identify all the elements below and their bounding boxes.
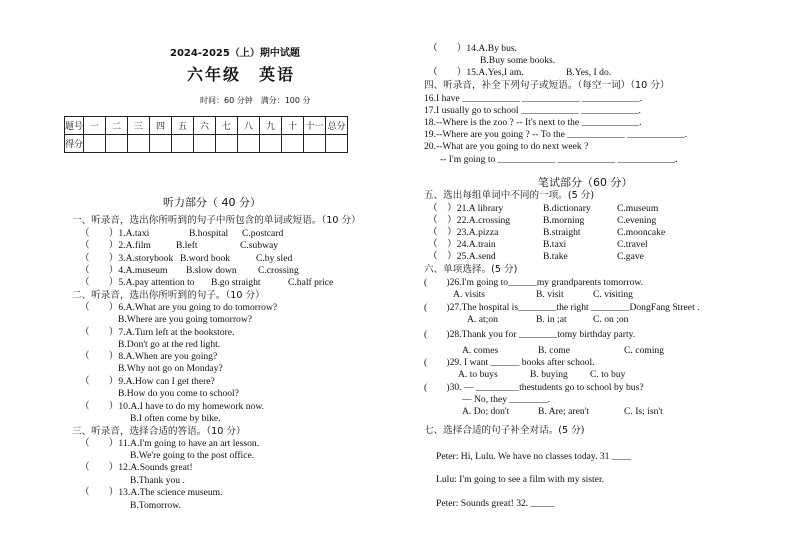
q1-option-c: C.postcard bbox=[242, 228, 284, 239]
q24-option-c: C.travel bbox=[617, 239, 648, 250]
score-blank[interactable] bbox=[260, 135, 282, 153]
q26-stem: ( )26.I'm going to______my grandparents tomorrow. bbox=[424, 277, 644, 288]
grade-subject: 六年级 英语 bbox=[187, 65, 296, 84]
q30-stem-response: — No, they ________. bbox=[462, 394, 551, 405]
score-table-header-row bbox=[65, 117, 348, 135]
section-2-title: 二、听录音，选出你所听到的句子。（10 分） bbox=[72, 290, 265, 301]
score-cell: 三 bbox=[128, 117, 150, 135]
q7-option-a: （ ）7.A.Turn left at the bookstore. bbox=[80, 327, 235, 338]
q11-option-b: B.We're going to the post office. bbox=[130, 450, 255, 461]
q26-option-c: C. visiting bbox=[593, 289, 633, 300]
dialogue-line-3: Peter: Sounds great! 32. _____ bbox=[436, 498, 555, 509]
q29-option-c: C. to buy bbox=[590, 369, 626, 380]
q9-option-b: B.How do you come to school? bbox=[118, 388, 239, 399]
q24-option-a: （ ）24.A.train bbox=[428, 239, 496, 250]
q27-option-a: A. at;on bbox=[467, 314, 498, 325]
score-blank[interactable] bbox=[84, 135, 106, 153]
q2-option-c: C.subway bbox=[240, 240, 279, 251]
score-blank[interactable] bbox=[282, 135, 304, 153]
q10-option-b: B.I often come by bike. bbox=[130, 413, 221, 424]
q1-option-b: B.hospital bbox=[189, 228, 229, 239]
q22-option-b: B.morning bbox=[543, 215, 585, 226]
q23-option-a: （ ）23.A.pizza bbox=[428, 227, 499, 238]
q29-option-b: B. buying bbox=[530, 369, 568, 380]
q21-option-a: （ ）21.A library bbox=[428, 203, 504, 214]
q12-option-a: （ ）12.A.Sounds great! bbox=[80, 462, 193, 473]
score-blank[interactable] bbox=[172, 135, 194, 153]
q2-option-a: （ ）2.A.film bbox=[80, 240, 151, 251]
q13-option-b: B.Tomorrow. bbox=[130, 500, 181, 511]
q28-stem: ( )28.Thank you for ________tomy birthday party. bbox=[424, 329, 636, 340]
q24-option-b: B.taxi bbox=[543, 239, 567, 250]
score-cell: 总分 bbox=[326, 117, 348, 135]
q17-line: 17.I usually go to school ____________ ____________. bbox=[424, 105, 641, 116]
q14-option-b: B.Buy some books. bbox=[480, 55, 556, 66]
q13-option-a: （ ）13.A.The science museum. bbox=[80, 487, 223, 498]
exam-title: 2024-2025（上）期中试题 bbox=[170, 48, 300, 59]
q27-option-b: B. in ;at bbox=[536, 314, 567, 325]
score-cell: 五 bbox=[172, 117, 194, 135]
q4-option-b: B.slow down bbox=[186, 265, 237, 276]
score-cell: 七 bbox=[216, 117, 238, 135]
score-table-score-row bbox=[65, 135, 348, 153]
section-3-title: 三、听录音，选择合适的答语。（10 分） bbox=[72, 426, 246, 437]
q3-option-a: （ ）3.A.storybook bbox=[80, 253, 174, 264]
exam-meta: 时间：60 分钟 满分：100 分 bbox=[200, 96, 311, 105]
score-blank[interactable] bbox=[216, 135, 238, 153]
q27-option-c: C. on ;on bbox=[593, 314, 629, 325]
q16-line: 16.I have ____________ ____________ ____________. bbox=[424, 93, 642, 104]
q14-option-a: （ ）14.A.By bus. bbox=[428, 43, 518, 54]
q30-stem: ( )30. — _________thestudents go to school by bus? bbox=[424, 382, 644, 393]
written-heading: 笔试部分（60 分） bbox=[538, 176, 633, 189]
q5-option-b: B.go straight bbox=[211, 277, 261, 288]
score-cell: 十 bbox=[282, 117, 304, 135]
q8-option-b: B.Why not go on Monday? bbox=[118, 363, 223, 374]
score-cell: 二 bbox=[106, 117, 128, 135]
q30-option-b: B. Are; aren't bbox=[538, 406, 590, 417]
q21-option-c: C.museum bbox=[617, 203, 659, 214]
q20-line: 20.--What are you going to do next week ? bbox=[424, 141, 589, 152]
q4-option-c: C.crossing bbox=[258, 265, 299, 276]
score-cell: 一 bbox=[84, 117, 106, 135]
q6-option-b: B.Where are you going tomorrow? bbox=[118, 314, 253, 325]
q10-option-a: （ ）10.A.I have to do my homework now. bbox=[80, 401, 265, 412]
q11-option-a: （ ）11.A.I'm going to have an art lesson. bbox=[80, 438, 260, 449]
dialogue-line-2: Lulu: I'm going to see a film with my sister. bbox=[436, 474, 605, 485]
q29-stem: ( )29. I want ______ books after school. bbox=[424, 357, 595, 368]
score-blank[interactable] bbox=[194, 135, 216, 153]
q28-option-a: A. comes bbox=[462, 345, 499, 356]
q2-option-b: B.left bbox=[176, 240, 198, 251]
score-cell: 八 bbox=[238, 117, 260, 135]
q7-option-b: B.Don't go at the red light. bbox=[118, 339, 221, 350]
listening-heading: 听力部分（ 40 分） bbox=[163, 196, 261, 209]
q8-option-a: （ ）8.A.When are you going? bbox=[80, 351, 218, 362]
q20-answer-line: -- I'm going to ____________ ____________ ____________. bbox=[440, 154, 678, 165]
q29-option-a: A. to buys bbox=[458, 369, 498, 380]
q30-option-c: C. Is; isn't bbox=[624, 406, 663, 417]
q25-option-b: B.take bbox=[543, 251, 568, 262]
q12-option-b: B.Thank you . bbox=[130, 475, 185, 486]
score-cell: 九 bbox=[260, 117, 282, 135]
q23-option-b: B.straight bbox=[543, 227, 581, 238]
q22-option-a: （ ）22.A.crossing bbox=[428, 215, 511, 226]
q19-line: 19.--Where are you going ? -- To the ____________ ____________. bbox=[424, 129, 688, 140]
q5-option-c: C.half price bbox=[288, 277, 334, 288]
q6-option-a: （ ）6.A.What are you going to do tomorrow? bbox=[80, 302, 278, 313]
q28-option-c: C. coming bbox=[624, 345, 664, 356]
score-cell: 得分 bbox=[65, 135, 84, 153]
q1-option-a: （ ）1.A.taxi bbox=[80, 228, 150, 239]
score-blank[interactable] bbox=[106, 135, 128, 153]
section-7-title: 七、选择合适的句子补全对话。(5 分) bbox=[424, 425, 585, 436]
score-blank[interactable] bbox=[304, 135, 326, 153]
score-cell: 十一 bbox=[304, 117, 326, 135]
q26-option-a: A. visits bbox=[453, 289, 485, 300]
q3-option-b: B.word book bbox=[180, 253, 231, 264]
dialogue-line-1: Peter: Hi, Lulu. We have no classes today. 31 ____ bbox=[436, 451, 632, 462]
score-cell: 六 bbox=[194, 117, 216, 135]
q26-option-b: B. visit bbox=[536, 289, 564, 300]
section-5-title: 五、选出每组单词中不同的一项。(5 分) bbox=[424, 190, 595, 201]
score-cell: 四 bbox=[150, 117, 172, 135]
q5-option-a: （ ）5.A.pay attention to bbox=[80, 277, 195, 288]
q23-option-c: C.mooncake bbox=[617, 227, 666, 238]
q15-option-a: （ ）15.A.Yes,I am. bbox=[428, 67, 524, 78]
score-blank[interactable] bbox=[150, 135, 172, 153]
section-1-title: 一、听录音，选出你所听到的句子中所包含的单词或短语。（10 分） bbox=[72, 215, 361, 226]
q22-option-c: C.evening bbox=[617, 215, 657, 226]
score-cell: 题号 bbox=[65, 117, 84, 135]
q25-option-c: C.gave bbox=[617, 251, 644, 262]
score-table bbox=[64, 116, 348, 153]
q25-option-a: （ ）25.A.send bbox=[428, 251, 496, 262]
section-6-title: 六、单项选择。(5 分) bbox=[424, 264, 518, 275]
score-blank[interactable] bbox=[326, 135, 348, 153]
score-blank[interactable] bbox=[238, 135, 260, 153]
q28-option-b: B. come bbox=[538, 345, 570, 356]
q4-option-a: （ ）4.A.museum bbox=[80, 265, 168, 276]
q15-option-b: B.Yes, I do. bbox=[566, 67, 612, 78]
score-blank[interactable] bbox=[128, 135, 150, 153]
section-4-title: 四、听录音，补全下列句子或短语。（每空一词）（10 分） bbox=[424, 80, 670, 91]
q30-option-a: A. Do; don't bbox=[462, 406, 510, 417]
q18-line: 18.--Where is the zoo ? -- It's next to the ____________. bbox=[424, 117, 642, 128]
q9-option-a: （ ）9.A.How can I get there? bbox=[80, 376, 215, 387]
q3-option-c: C.by sled bbox=[256, 253, 293, 264]
q27-stem: ( )27.The hospital is________the right ________DongFang Street . bbox=[424, 302, 700, 313]
q21-option-b: B.dictionary bbox=[543, 203, 591, 214]
